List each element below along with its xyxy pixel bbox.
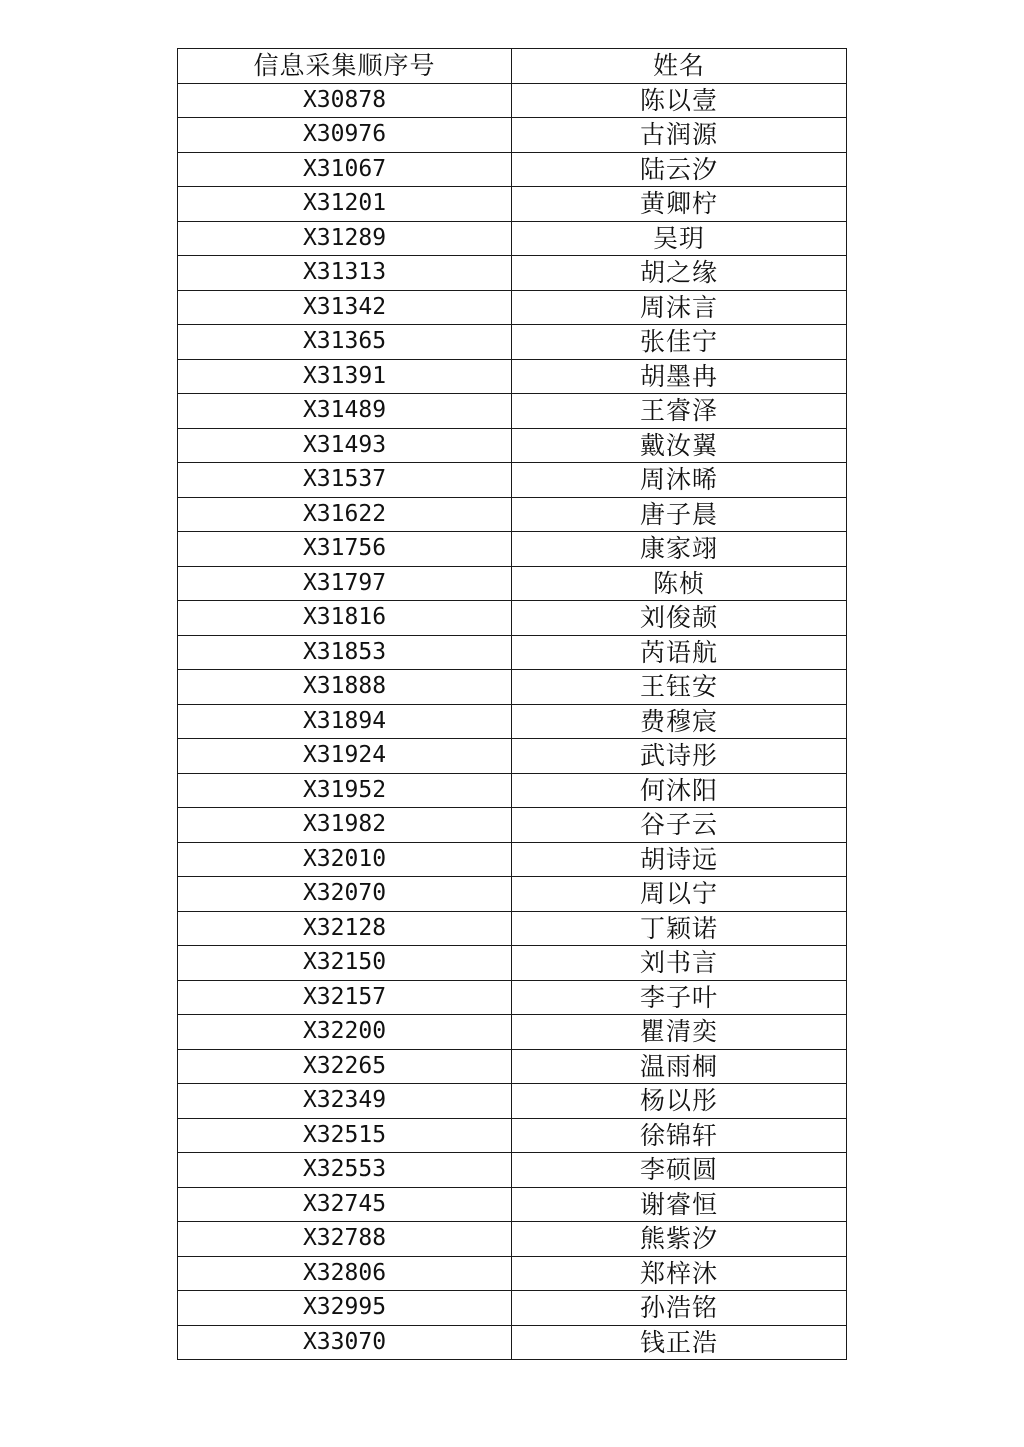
name-cell: 王钰安: [512, 670, 847, 705]
table-row: [178, 532, 847, 567]
name-cell: 胡诗远: [512, 842, 847, 877]
sequence-number-cell: X32788: [178, 1222, 512, 1257]
name-cell: 陈桢: [512, 566, 847, 601]
table-row: [178, 1015, 847, 1050]
table-row: [178, 739, 847, 774]
sequence-number-cell: X31313: [178, 256, 512, 291]
name-cell: 康家翊: [512, 532, 847, 567]
table-row: [178, 497, 847, 532]
table-row: [178, 118, 847, 153]
sequence-number-cell: X32150: [178, 946, 512, 981]
name-cell: 周以宁: [512, 877, 847, 912]
sequence-number-cell: X31365: [178, 325, 512, 360]
table-header-row: [178, 49, 847, 84]
name-cell: 钱正浩: [512, 1325, 847, 1360]
sequence-number-cell: X31537: [178, 463, 512, 498]
table-row: [178, 1049, 847, 1084]
sequence-number-cell: X31489: [178, 394, 512, 429]
table-row: [178, 83, 847, 118]
name-cell: 刘俊颉: [512, 601, 847, 636]
header-name: 姓名: [512, 49, 847, 84]
sequence-number-cell: X31894: [178, 704, 512, 739]
name-cell: 李硕圆: [512, 1153, 847, 1188]
sequence-number-cell: X32745: [178, 1187, 512, 1222]
table-row: [178, 601, 847, 636]
name-cell: 黄卿柠: [512, 187, 847, 222]
name-cell: 刘书言: [512, 946, 847, 981]
name-cell: 古润源: [512, 118, 847, 153]
table-row: [178, 842, 847, 877]
sequence-number-cell: X31924: [178, 739, 512, 774]
sequence-number-cell: X32157: [178, 980, 512, 1015]
sequence-number-cell: X31756: [178, 532, 512, 567]
table-row: [178, 670, 847, 705]
name-cell: 丁颖诺: [512, 911, 847, 946]
table-row: [178, 1256, 847, 1291]
table-row: [178, 187, 847, 222]
name-cell: 何沐阳: [512, 773, 847, 808]
table-row: [178, 980, 847, 1015]
name-cell: 熊紫汐: [512, 1222, 847, 1257]
table-row: [178, 394, 847, 429]
table-row: [178, 635, 847, 670]
name-cell: 陆云汐: [512, 152, 847, 187]
name-cell: 温雨桐: [512, 1049, 847, 1084]
sequence-number-cell: X32806: [178, 1256, 512, 1291]
table-row: [178, 808, 847, 843]
sequence-number-cell: X31982: [178, 808, 512, 843]
name-cell: 瞿清奕: [512, 1015, 847, 1050]
table-row: [178, 1325, 847, 1360]
sequence-number-cell: X31289: [178, 221, 512, 256]
table-row: [178, 911, 847, 946]
sequence-number-cell: X32200: [178, 1015, 512, 1050]
name-cell: 胡之缘: [512, 256, 847, 291]
sequence-number-cell: X32349: [178, 1084, 512, 1119]
name-cell: 周沫言: [512, 290, 847, 325]
name-cell: 武诗彤: [512, 739, 847, 774]
sequence-number-cell: X31201: [178, 187, 512, 222]
header-sequence-number: 信息采集顺序号: [178, 49, 512, 84]
sequence-number-cell: X33070: [178, 1325, 512, 1360]
sequence-number-cell: X32128: [178, 911, 512, 946]
name-cell: 费穆宸: [512, 704, 847, 739]
table-row: [178, 325, 847, 360]
table-row: [178, 1222, 847, 1257]
name-cell: 芮语航: [512, 635, 847, 670]
table-row: [178, 428, 847, 463]
name-cell: 陈以壹: [512, 83, 847, 118]
sequence-number-cell: X31888: [178, 670, 512, 705]
table-row: [178, 463, 847, 498]
table-row: [178, 290, 847, 325]
table-row: [178, 256, 847, 291]
name-cell: 唐子晨: [512, 497, 847, 532]
name-cell: 谷子云: [512, 808, 847, 843]
name-cell: 李子叶: [512, 980, 847, 1015]
sequence-number-cell: X31067: [178, 152, 512, 187]
table-body: [178, 83, 847, 1360]
name-cell: 周沐晞: [512, 463, 847, 498]
sequence-number-cell: X30976: [178, 118, 512, 153]
sequence-number-cell: X32553: [178, 1153, 512, 1188]
sequence-number-cell: X31816: [178, 601, 512, 636]
name-cell: 张佳宁: [512, 325, 847, 360]
table-row: [178, 704, 847, 739]
table-row: [178, 773, 847, 808]
sequence-number-cell: X31342: [178, 290, 512, 325]
sequence-number-cell: X32265: [178, 1049, 512, 1084]
sequence-number-cell: X31493: [178, 428, 512, 463]
sequence-number-cell: X31797: [178, 566, 512, 601]
table-row: [178, 221, 847, 256]
table-row: [178, 946, 847, 981]
name-cell: 吴玥: [512, 221, 847, 256]
name-cell: 戴汝翼: [512, 428, 847, 463]
table-row: [178, 1084, 847, 1119]
table-row: [178, 1153, 847, 1188]
table-row: [178, 359, 847, 394]
name-cell: 胡墨冉: [512, 359, 847, 394]
name-cell: 谢睿恒: [512, 1187, 847, 1222]
sequence-number-cell: X32010: [178, 842, 512, 877]
sequence-number-cell: X32995: [178, 1291, 512, 1326]
table-row: [178, 152, 847, 187]
name-cell: 郑梓沐: [512, 1256, 847, 1291]
sequence-number-cell: X30878: [178, 83, 512, 118]
name-cell: 徐锦轩: [512, 1118, 847, 1153]
table-row: [178, 877, 847, 912]
table-row: [178, 566, 847, 601]
sequence-number-cell: X31952: [178, 773, 512, 808]
name-cell: 孙浩铭: [512, 1291, 847, 1326]
sequence-number-cell: X32515: [178, 1118, 512, 1153]
table-row: [178, 1187, 847, 1222]
sequence-number-cell: X31622: [178, 497, 512, 532]
sequence-number-cell: X31391: [178, 359, 512, 394]
name-cell: 杨以彤: [512, 1084, 847, 1119]
table-row: [178, 1291, 847, 1326]
table-row: [178, 1118, 847, 1153]
sequence-number-cell: X31853: [178, 635, 512, 670]
sequence-number-cell: X32070: [178, 877, 512, 912]
roster-table: [177, 48, 847, 1360]
name-cell: 王睿泽: [512, 394, 847, 429]
